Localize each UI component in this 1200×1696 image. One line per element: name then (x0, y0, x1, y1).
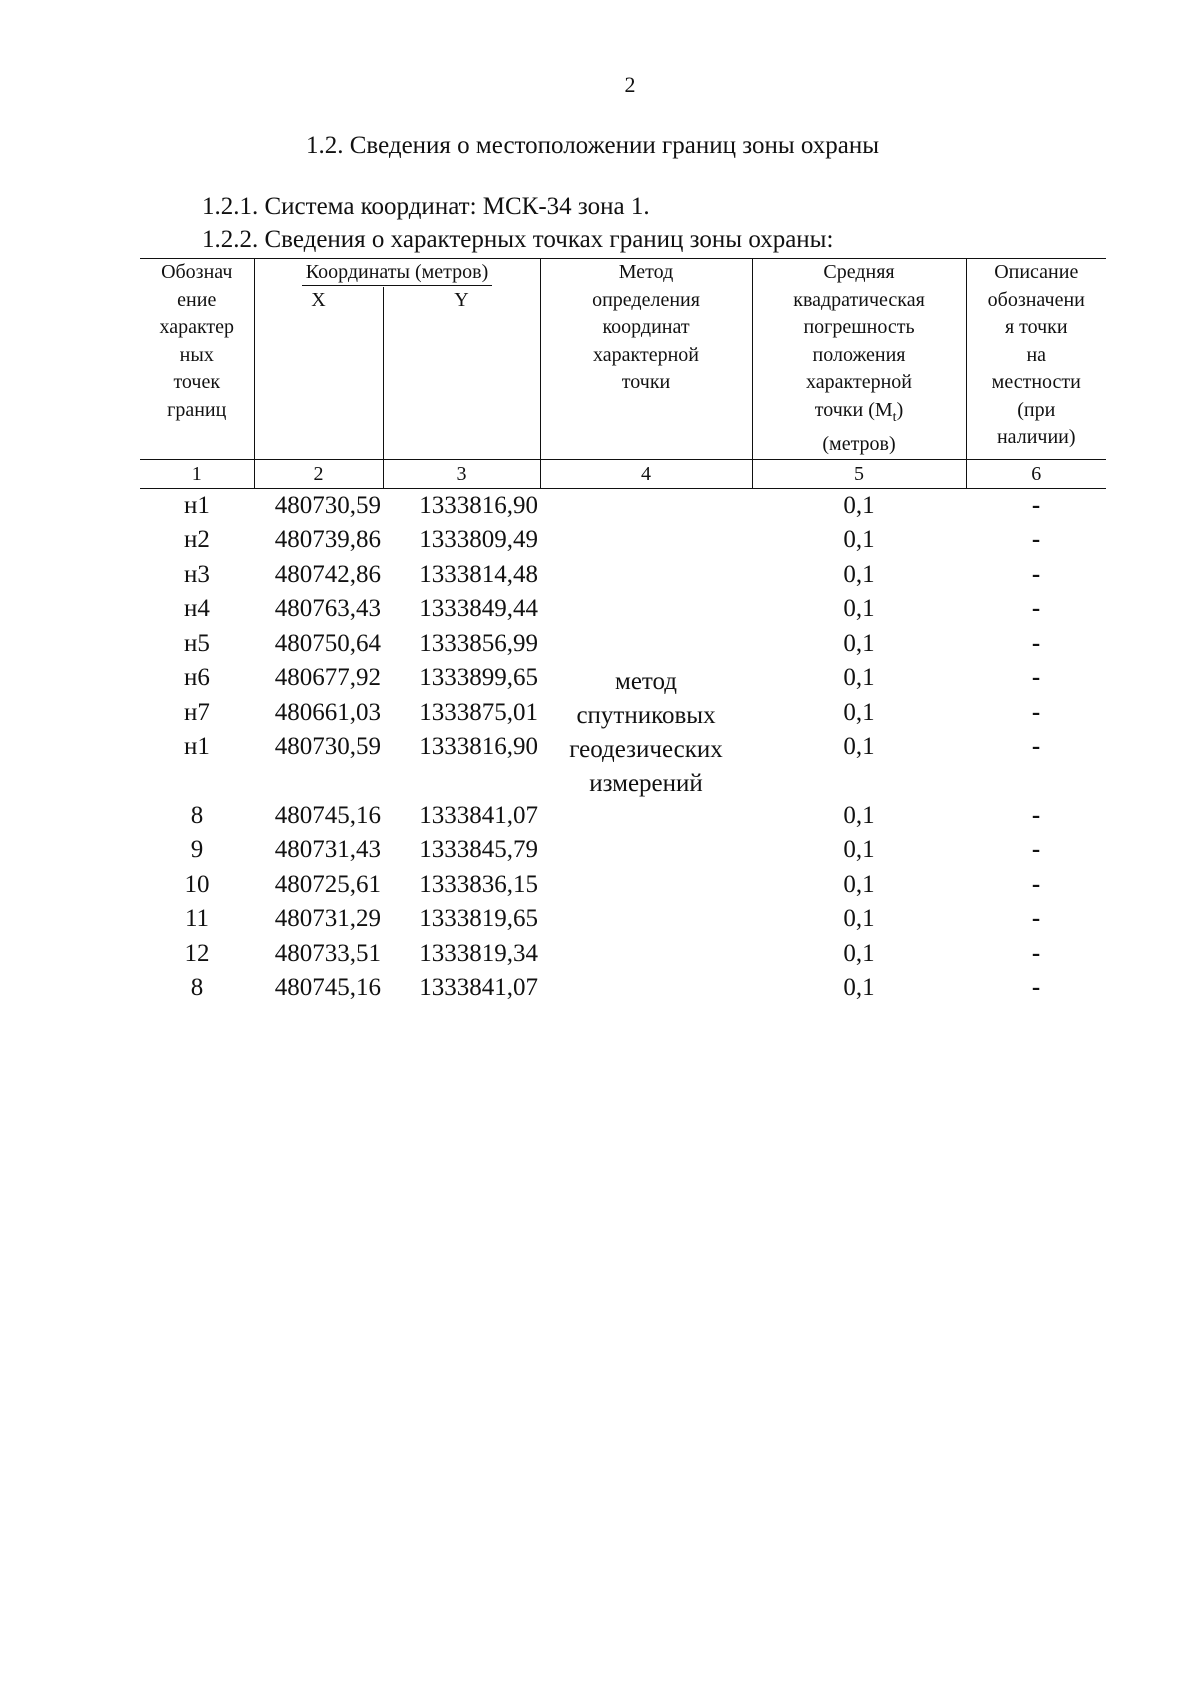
description-value: - (1031, 939, 1041, 967)
error-value: 0,1 (843, 939, 875, 967)
description-value: - (1031, 733, 1041, 760)
error-value: 0,1 (843, 560, 875, 588)
error-value: 0,1 (843, 629, 875, 657)
description-value: - (1031, 560, 1041, 588)
error-value: 0,1 (843, 664, 875, 691)
description-value: - (1031, 698, 1041, 726)
point-id: н7 (184, 698, 210, 726)
coord-y: 1333816,90 (419, 733, 539, 760)
point-id: н1 (184, 733, 210, 760)
header-point-designation: Обознач ение характер ных точек границ (140, 259, 254, 460)
coord-x: 480763,43 (274, 595, 381, 622)
column-number: 3 (383, 459, 540, 488)
coord-x: 480745,16 (274, 801, 381, 829)
coord-y: 1333849,44 (419, 595, 539, 622)
error-value: 0,1 (843, 733, 875, 760)
error-value: 0,1 (843, 595, 875, 622)
description-value: - (1031, 526, 1041, 553)
coord-x: 480731,29 (274, 905, 381, 932)
description-value: - (1031, 491, 1041, 519)
coord-y: 1333809,49 (419, 526, 539, 553)
description-value: - (1031, 905, 1041, 932)
coord-y: 1333819,34 (419, 939, 539, 967)
coord-x: 480733,51 (274, 939, 381, 967)
coord-x: 480731,43 (274, 836, 381, 863)
error-value: 0,1 (843, 526, 875, 553)
table-row (140, 488, 1106, 523)
column-number: 1 (140, 459, 254, 488)
point-id: н1 (184, 491, 210, 519)
error-value: 0,1 (843, 905, 875, 932)
error-value: 0,1 (843, 974, 875, 1001)
coord-y: 1333819,65 (419, 905, 539, 932)
coord-y: 1333845,79 (419, 836, 539, 863)
coord-x: 480730,59 (274, 733, 381, 760)
coord-y: 1333836,15 (419, 870, 539, 898)
header-description: Описание обозначени я точки на местности (при наличии) (966, 259, 1106, 460)
coord-y: 1333875,01 (419, 698, 539, 726)
error-value: 0,1 (843, 491, 875, 519)
coord-y: 1333814,48 (419, 560, 539, 588)
method-cell: метод спутниковых геодезических измерений (569, 667, 723, 797)
section-title: 1.2. Сведения о местоположении границ зоны охраны (306, 132, 880, 159)
point-id: 8 (190, 801, 204, 829)
description-value: - (1031, 664, 1041, 691)
coord-x: 480745,16 (274, 974, 381, 1001)
coord-y: 1333841,07 (419, 974, 539, 1001)
description-value: - (1031, 974, 1041, 1001)
description-value: - (1031, 801, 1041, 829)
description-value: - (1031, 595, 1041, 622)
point-id: 12 (184, 939, 210, 967)
coord-x: 480725,61 (274, 870, 381, 898)
description-value: - (1031, 629, 1041, 657)
coord-x: 480750,64 (274, 629, 381, 657)
column-number: 2 (254, 459, 383, 488)
point-id: н6 (184, 664, 210, 691)
header-y: Y (383, 287, 540, 459)
header-coordinates: Координаты (метров) (254, 259, 540, 288)
coord-x: 480739,86 (274, 526, 381, 553)
description-value: - (1031, 836, 1041, 863)
point-id: н2 (184, 526, 210, 553)
coord-x: 480661,03 (274, 698, 381, 726)
coord-x: 480677,92 (274, 664, 381, 691)
column-number: 4 (540, 459, 752, 488)
point-id: 9 (190, 836, 204, 863)
point-id: 10 (184, 870, 210, 898)
point-id: 11 (184, 905, 210, 932)
header-method: Метод определения координат характерной точки (540, 259, 752, 460)
description-value: - (1031, 870, 1041, 898)
coord-y: 1333816,90 (419, 491, 539, 519)
error-value: 0,1 (843, 801, 875, 829)
point-id: н4 (184, 595, 210, 622)
points-info-line: 1.2.2. Сведения о характерных точках границ зоны охраны: (202, 226, 834, 253)
point-id: н5 (184, 629, 210, 657)
page-number: 2 (624, 72, 636, 97)
column-number: 6 (966, 459, 1106, 488)
header-x: X (254, 287, 383, 459)
coord-y: 1333841,07 (419, 801, 539, 829)
coord-y: 1333856,99 (419, 629, 539, 657)
coord-x: 480742,86 (274, 560, 381, 588)
error-value: 0,1 (843, 698, 875, 726)
header-mean-square-error: Средняя квадратическая погрешность положения характерной точки $(M_t)$ (метров) (752, 259, 966, 460)
boundary-points-table (140, 258, 1106, 1006)
error-value: 0,1 (843, 870, 875, 898)
point-id: н3 (184, 560, 210, 588)
point-id: 8 (190, 974, 204, 1001)
error-value: 0,1 (843, 836, 875, 863)
coord-y: 1333899,65 (419, 664, 539, 691)
coord-x: 480730,59 (274, 491, 381, 519)
coordinate-system-line: 1.2.1. Система координат: МСК-34 зона 1. (202, 193, 650, 220)
column-number: 5 (752, 459, 966, 488)
